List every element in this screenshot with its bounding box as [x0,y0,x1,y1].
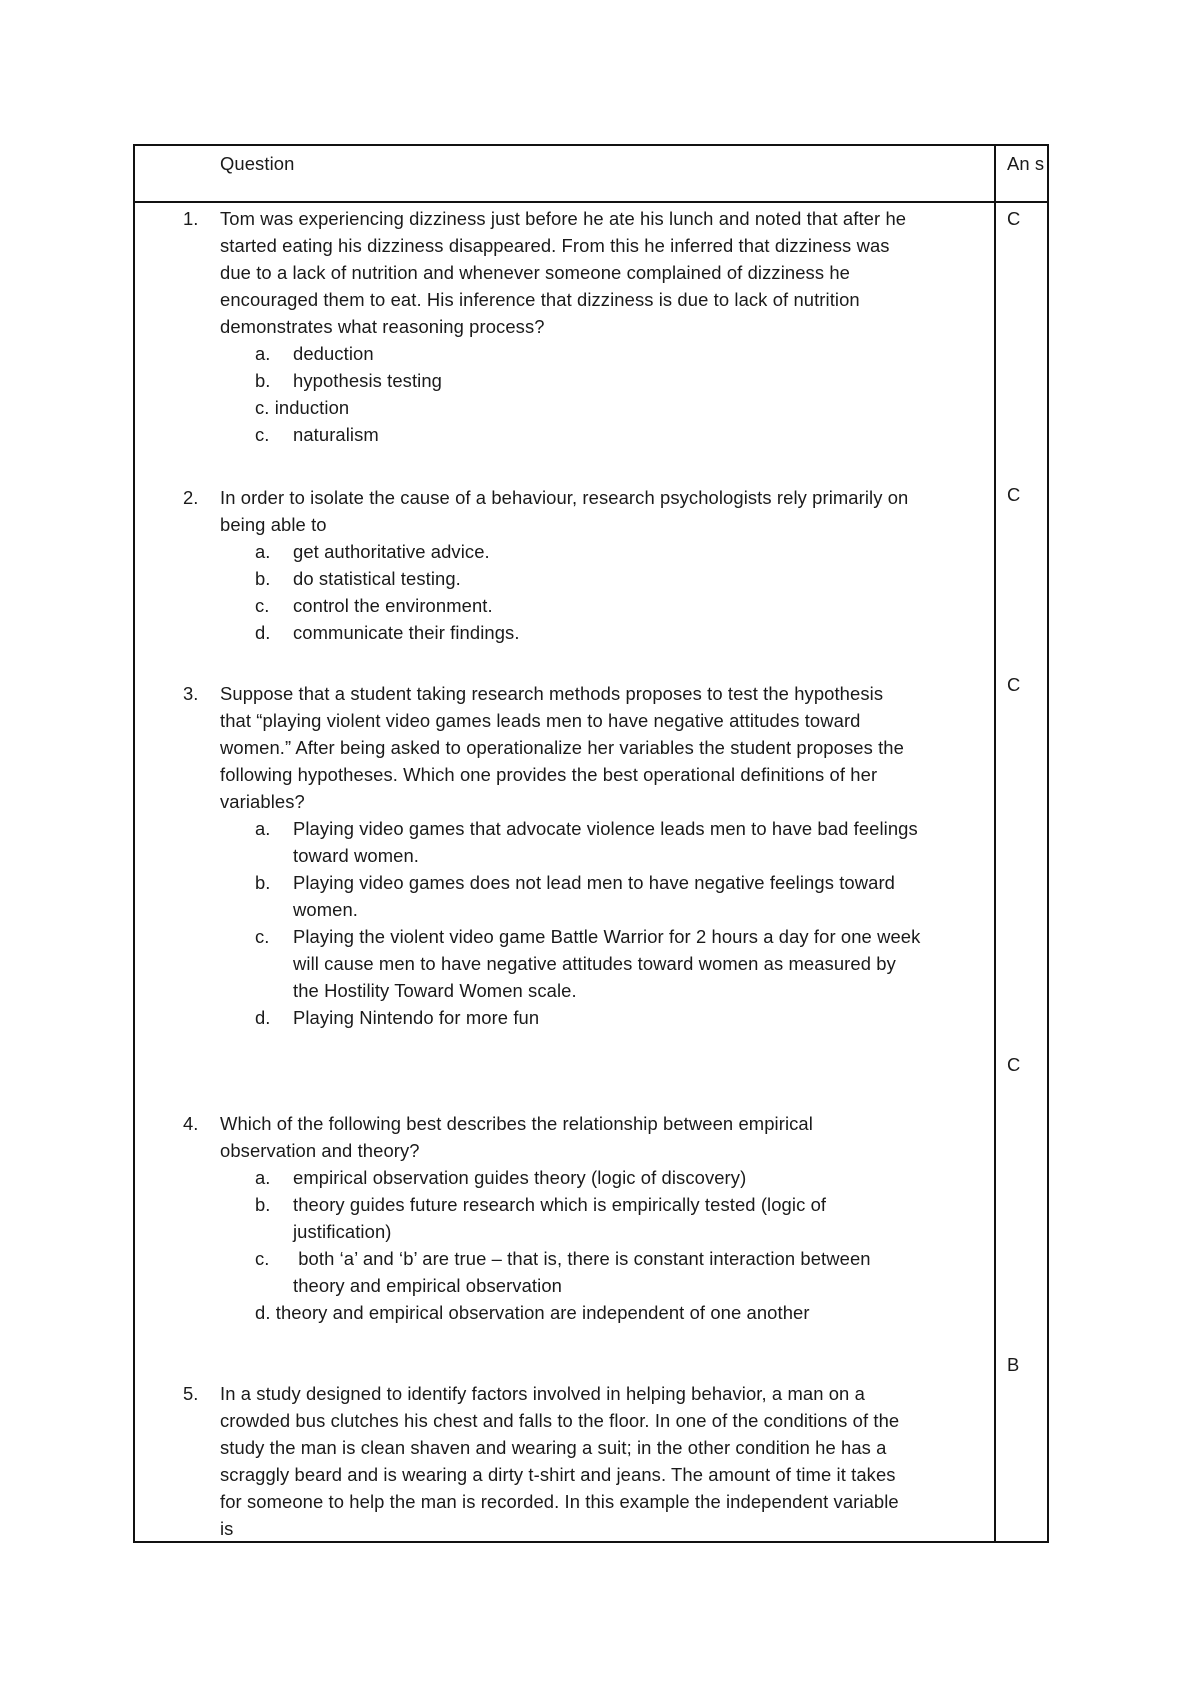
question-line: encouraged them to eat. His inference that dizziness is due to lack of nutrition [220,289,860,310]
option-text: Playing video games does not lead men to have negative feelings toward [293,872,896,893]
answer-2: C [1007,484,1021,505]
question-line: Tom was experiencing dizziness just before he ate his lunch and noted that after he [220,208,907,229]
question-number: 2. [183,487,199,508]
question-line: demonstrates what reasoning process? [220,316,545,337]
column-divider [994,146,996,1541]
question-line: Suppose that a student taking research methods proposes to test the hypothesis [220,683,884,704]
option-label: d. [255,1007,271,1028]
question-line: In a study designed to identify factors involved in helping behavior, a man on a [220,1383,865,1404]
header-divider [135,201,1047,203]
question-line: women.” After being asked to operationalize her variables the student proposes the [220,737,904,758]
question-line: started eating his dizziness disappeared. From this he inferred that dizziness was [220,235,890,256]
question-line: In order to isolate the cause of a behaviour, research psychologists rely primarily on [220,487,909,508]
option-text: theory and empirical observation [293,1275,562,1296]
question-line: scraggly beard and is wearing a dirty t-shirt and jeans. The amount of time it takes [220,1464,896,1485]
question-number: 3. [183,683,199,704]
option-text: Playing Nintendo for more fun [293,1007,540,1028]
option-text: c. induction [255,397,350,418]
option-label: c. [255,926,270,947]
option-label: d. [255,622,271,643]
answer-4: C [1007,1054,1021,1075]
option-text: hypothesis testing [293,370,443,391]
question-table [133,144,1049,1543]
option-text: naturalism [293,424,379,445]
option-label: a. [255,343,271,364]
option-text: toward women. [293,845,420,866]
question-line: being able to [220,514,327,535]
question-line: observation and theory? [220,1140,420,1161]
option-text: Playing the violent video game Battle Warrior for 2 hours a day for one week [293,926,921,947]
question-line: for someone to help the man is recorded. In this example the independent variable [220,1491,899,1512]
option-text: theory guides future research which is empirically tested (logic of [293,1194,827,1215]
question-line: following hypotheses. Which one provides the best operational definitions of her [220,764,878,785]
option-text: do statistical testing. [293,568,461,589]
option-label: b. [255,1194,271,1215]
option-label: b. [255,370,271,391]
option-text: communicate their findings. [293,622,520,643]
option-text: will cause men to have negative attitudes toward women as measured by [293,953,896,974]
answer-header: An s [1007,153,1045,174]
option-text: the Hostility Toward Women scale. [293,980,577,1001]
option-label: b. [255,568,271,589]
option-label: a. [255,1167,271,1188]
question-line: study the man is clean shaven and wearing a suit; in the other condition he has a [220,1437,887,1458]
option-text: justification) [293,1221,392,1242]
answer-5: B [1007,1354,1020,1375]
option-label: c. [255,424,270,445]
option-text: d. theory and empirical observation are independent of one another [255,1302,810,1323]
question-line: due to a lack of nutrition and whenever someone complained of dizziness he [220,262,850,283]
question-number: 5. [183,1383,199,1404]
question-line: Which of the following best describes the relationship between empirical [220,1113,813,1134]
option-label: c. [255,595,270,616]
option-label: a. [255,541,271,562]
answer-3: C [1007,674,1021,695]
question-header: Question [220,153,295,174]
answer-1: C [1007,208,1021,229]
question-number: 4. [183,1113,199,1134]
question-number: 1. [183,208,199,229]
option-text: both ‘a’ and ‘b’ are true – that is, there is constant interaction between [293,1248,871,1269]
option-text: deduction [293,343,374,364]
option-label: a. [255,818,271,839]
option-label: c. [255,1248,270,1269]
question-line: variables? [220,791,305,812]
option-label: b. [255,872,271,893]
option-text: Playing video games that advocate violence leads men to have bad feelings [293,818,918,839]
question-line: crowded bus clutches his chest and falls to the floor. In one of the conditions of the [220,1410,900,1431]
question-line: that “playing violent video games leads men to have negative attitudes toward [220,710,861,731]
option-text: get authoritative advice. [293,541,490,562]
option-text: women. [293,899,358,920]
option-text: control the environment. [293,595,493,616]
option-text: empirical observation guides theory (logic of discovery) [293,1167,747,1188]
question-line: is [220,1518,234,1539]
